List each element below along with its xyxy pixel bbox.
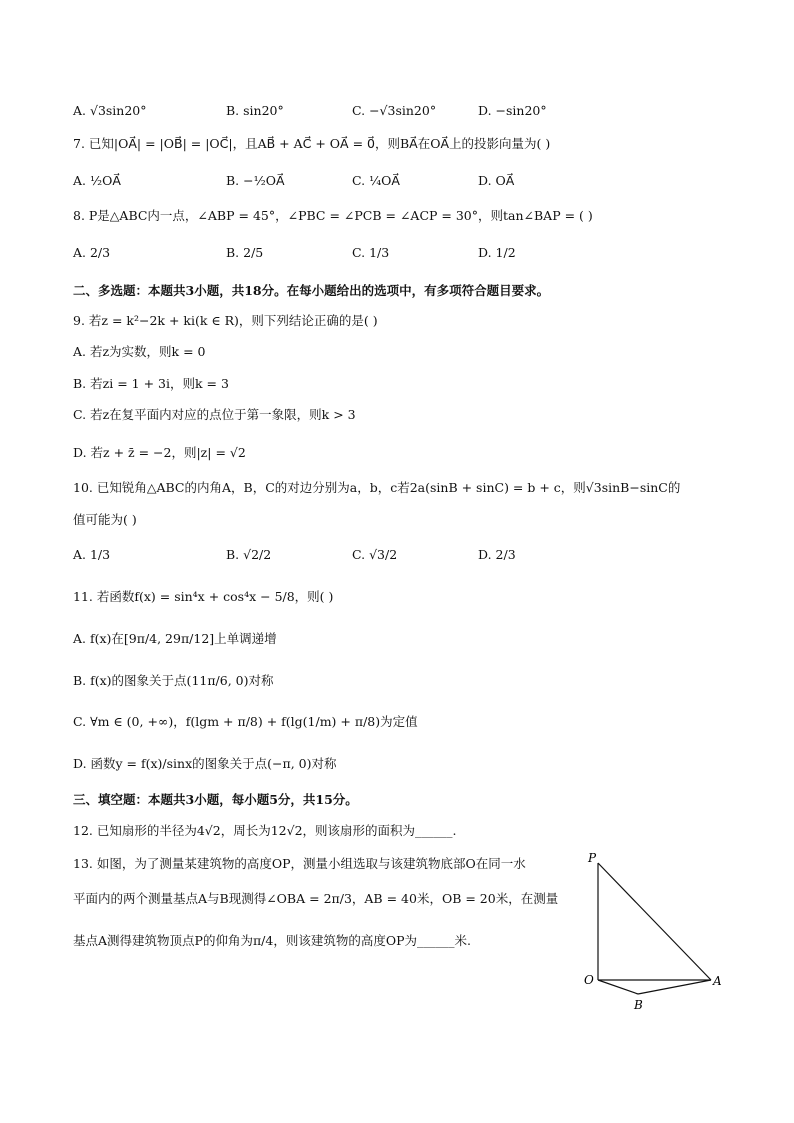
label-b: B bbox=[634, 998, 643, 1012]
q11-option-b: B. f(x)的图象关于点(11π/6, 0)对称 bbox=[73, 673, 274, 688]
q6-option-b: B. sin20° bbox=[226, 103, 284, 118]
q7-stem: 7. 已知|OA⃗| = |OB⃗| = |OC⃗|，且AB⃗ + AC⃗ + OA⃗ = 0⃗，则BA⃗在OA⃗上的投影向量为( ) bbox=[73, 136, 551, 151]
segment-ba bbox=[638, 980, 711, 994]
segment-ob bbox=[598, 980, 638, 994]
q10-options bbox=[73, 547, 633, 569]
q10-option-c: C. √3/2 bbox=[352, 547, 398, 562]
q8-options bbox=[73, 245, 633, 267]
q13-line-3: 基点A测得建筑物顶点P的仰角为π/4，则该建筑物的高度OP为______米. bbox=[73, 933, 471, 948]
q13-line-1: 13. 如图，为了测量某建筑物的高度OP，测量小组选取与该建筑物底部O在同一水 bbox=[73, 856, 526, 871]
q13-figure-svg bbox=[578, 848, 728, 1018]
q9-option-c: C. 若z在复平面内对应的点位于第一象限，则k > 3 bbox=[73, 407, 356, 422]
q6-options bbox=[73, 103, 633, 125]
q11-option-c: C. ∀m ∈ (0, +∞)，f(lgm + π/8) + f(lg(1/m) + π/8)为定值 bbox=[73, 714, 418, 729]
q10-option-a: A. 1/3 bbox=[73, 547, 111, 562]
section2-title: 二、多选题：本题共3小题，共18分。在每小题给出的选项中，有多项符合题目要求。 bbox=[73, 283, 550, 298]
q6-option-a: A. √3sin20° bbox=[73, 103, 147, 118]
q11-option-d: D. 函数y = f(x)/sinx的图象关于点(−π, 0)对称 bbox=[73, 756, 337, 771]
q6-option-d: D. −sin20° bbox=[478, 103, 547, 118]
q13-figure bbox=[578, 848, 728, 1018]
q9-option-b: B. 若zi = 1 + 3i，则k = 3 bbox=[73, 376, 229, 391]
q8-option-c: C. 1/3 bbox=[352, 245, 390, 260]
q7-option-a: A. ½OA⃗ bbox=[73, 173, 121, 188]
q8-option-d: D. 1/2 bbox=[478, 245, 516, 260]
label-a: A bbox=[713, 974, 722, 988]
q11-option-a: A. f(x)在[9π/4, 29π/12]上单调递增 bbox=[73, 631, 277, 646]
q7-options bbox=[73, 173, 633, 195]
q13-line-2: 平面内的两个测量基点A与B现测得∠OBA = 2π/3，AB = 40米，OB = 20米，在测量 bbox=[73, 891, 559, 906]
label-p: P bbox=[588, 851, 597, 865]
q8-stem: 8. P是△ABC内一点，∠ABP = 45°，∠PBC = ∠PCB = ∠ACP = 30°，则tan∠BAP = ( ) bbox=[73, 208, 593, 223]
segment-pa bbox=[598, 863, 711, 980]
q10-option-b: B. √2/2 bbox=[226, 547, 272, 562]
q12-stem: 12. 已知扇形的半径为4√2，周长为12√2，则该扇形的面积为______. bbox=[73, 823, 457, 838]
q9-option-a: A. 若z为实数，则k = 0 bbox=[73, 344, 206, 359]
q11-stem: 11. 若函数f(x) = sin⁴x + cos⁴x − 5/8，则( ) bbox=[73, 589, 334, 604]
label-o: O bbox=[584, 973, 594, 987]
q7-option-c: C. ¼OA⃗ bbox=[352, 173, 400, 188]
q10-option-d: D. 2/3 bbox=[478, 547, 516, 562]
q6-option-c: C. −√3sin20° bbox=[352, 103, 437, 118]
q9-option-d: D. 若z + z̄ = −2，则|z| = √2 bbox=[73, 445, 246, 460]
q8-option-b: B. 2/5 bbox=[226, 245, 264, 260]
section3-title: 三、填空题：本题共3小题，每小题5分，共15分。 bbox=[73, 792, 358, 807]
q10-stem-continuation: 值可能为( ) bbox=[73, 512, 137, 527]
q9-stem: 9. 若z = k²−2k + ki(k ∈ R)，则下列结论正确的是( ) bbox=[73, 313, 378, 328]
q7-option-b: B. −½OA⃗ bbox=[226, 173, 285, 188]
q8-option-a: A. 2/3 bbox=[73, 245, 111, 260]
q10-stem: 10. 已知锐角△ABC的内角A，B，C的对边分别为a，b，c若2a(sinB + sinC) = b + c，则√3sinB−sinC的 bbox=[73, 480, 681, 495]
q7-option-d: D. OA⃗ bbox=[478, 173, 515, 188]
